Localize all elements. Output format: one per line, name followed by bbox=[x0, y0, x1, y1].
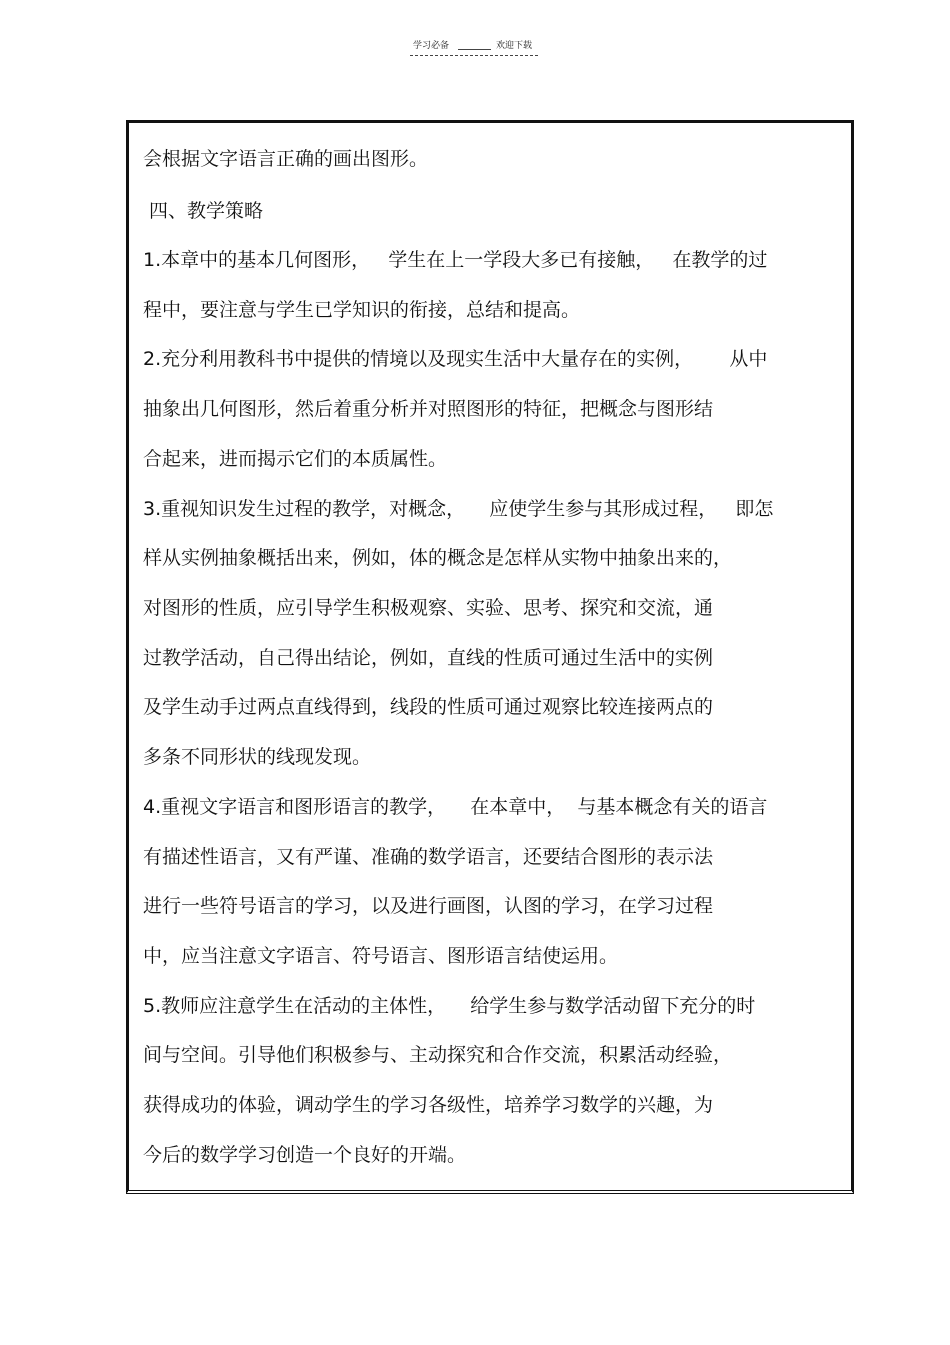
text-line: 过教学活动，自己得出结论，例如，直线的性质可通过生活中的实例 bbox=[143, 647, 714, 669]
header-left-text: 学习必备 bbox=[413, 41, 450, 51]
text-line: 及学生动手过两点直线得到，线段的性质可通过观察比较连接两点的 bbox=[143, 696, 714, 718]
text-line: 3.重视知识发生过程的教学，对概念， 应使学生参与其形成过程， 即怎 bbox=[143, 498, 774, 520]
text-line: 会根据文字语言正确的画出图形。 bbox=[143, 148, 429, 170]
text-line: 2.充分利用教科书中提供的情境以及现实生活中大量存在的实例， 从中 bbox=[143, 348, 768, 370]
text-line: 获得成功的体验，调动学生的学习各级性，培养学习数学的兴趣，为 bbox=[143, 1094, 714, 1116]
text-line: 4.重视文字语言和图形语言的教学， 在本章中， 与基本概念有关的语言 bbox=[143, 796, 768, 818]
header-dashed-rule bbox=[410, 55, 538, 56]
page-header bbox=[410, 38, 538, 58]
text-line: 1.本章中的基本几何图形， 学生在上一学段大多已有接触， 在教学的过 bbox=[143, 249, 768, 271]
text-line: 进行一些符号语言的学习，以及进行画图，认图的学习，在学习过程 bbox=[143, 895, 714, 917]
text-line: 有描述性语言，又有严谨、准确的数学语言，还要结合图形的表示法 bbox=[143, 846, 714, 868]
text-line: 中，应当注意文字语言、符号语言、图形语言结使运用。 bbox=[143, 945, 619, 967]
section-heading: 四、教学策略 bbox=[143, 200, 264, 222]
text-line: 间与空间。引导他们积极参与、主动探究和合作交流，积累活动经验， bbox=[143, 1044, 733, 1066]
text-line: 今后的数学学习创造一个良好的开端。 bbox=[143, 1144, 467, 1166]
text-line: 对图形的性质，应引导学生积极观察、实验、思考、探究和交流，通 bbox=[143, 597, 714, 619]
text-line: 5.教师应注意学生在活动的主体性， 给学生参与数学活动留下充分的时 bbox=[143, 995, 756, 1017]
header-right-text: 欢迎下载 bbox=[496, 41, 533, 51]
text-line: 合起来，进而揭示它们的本质属性。 bbox=[143, 448, 448, 470]
text-line: 程中，要注意与学生已学知识的衔接，总结和提高。 bbox=[143, 299, 581, 321]
text-line: 多条不同形状的线现发现。 bbox=[143, 746, 372, 768]
text-line: 抽象出几何图形，然后着重分析并对照图形的特征，把概念与图形结 bbox=[143, 398, 714, 420]
text-line: 样从实例抽象概括出来，例如，体的概念是怎样从实物中抽象出来的， bbox=[143, 547, 733, 569]
header-underline bbox=[458, 49, 491, 50]
